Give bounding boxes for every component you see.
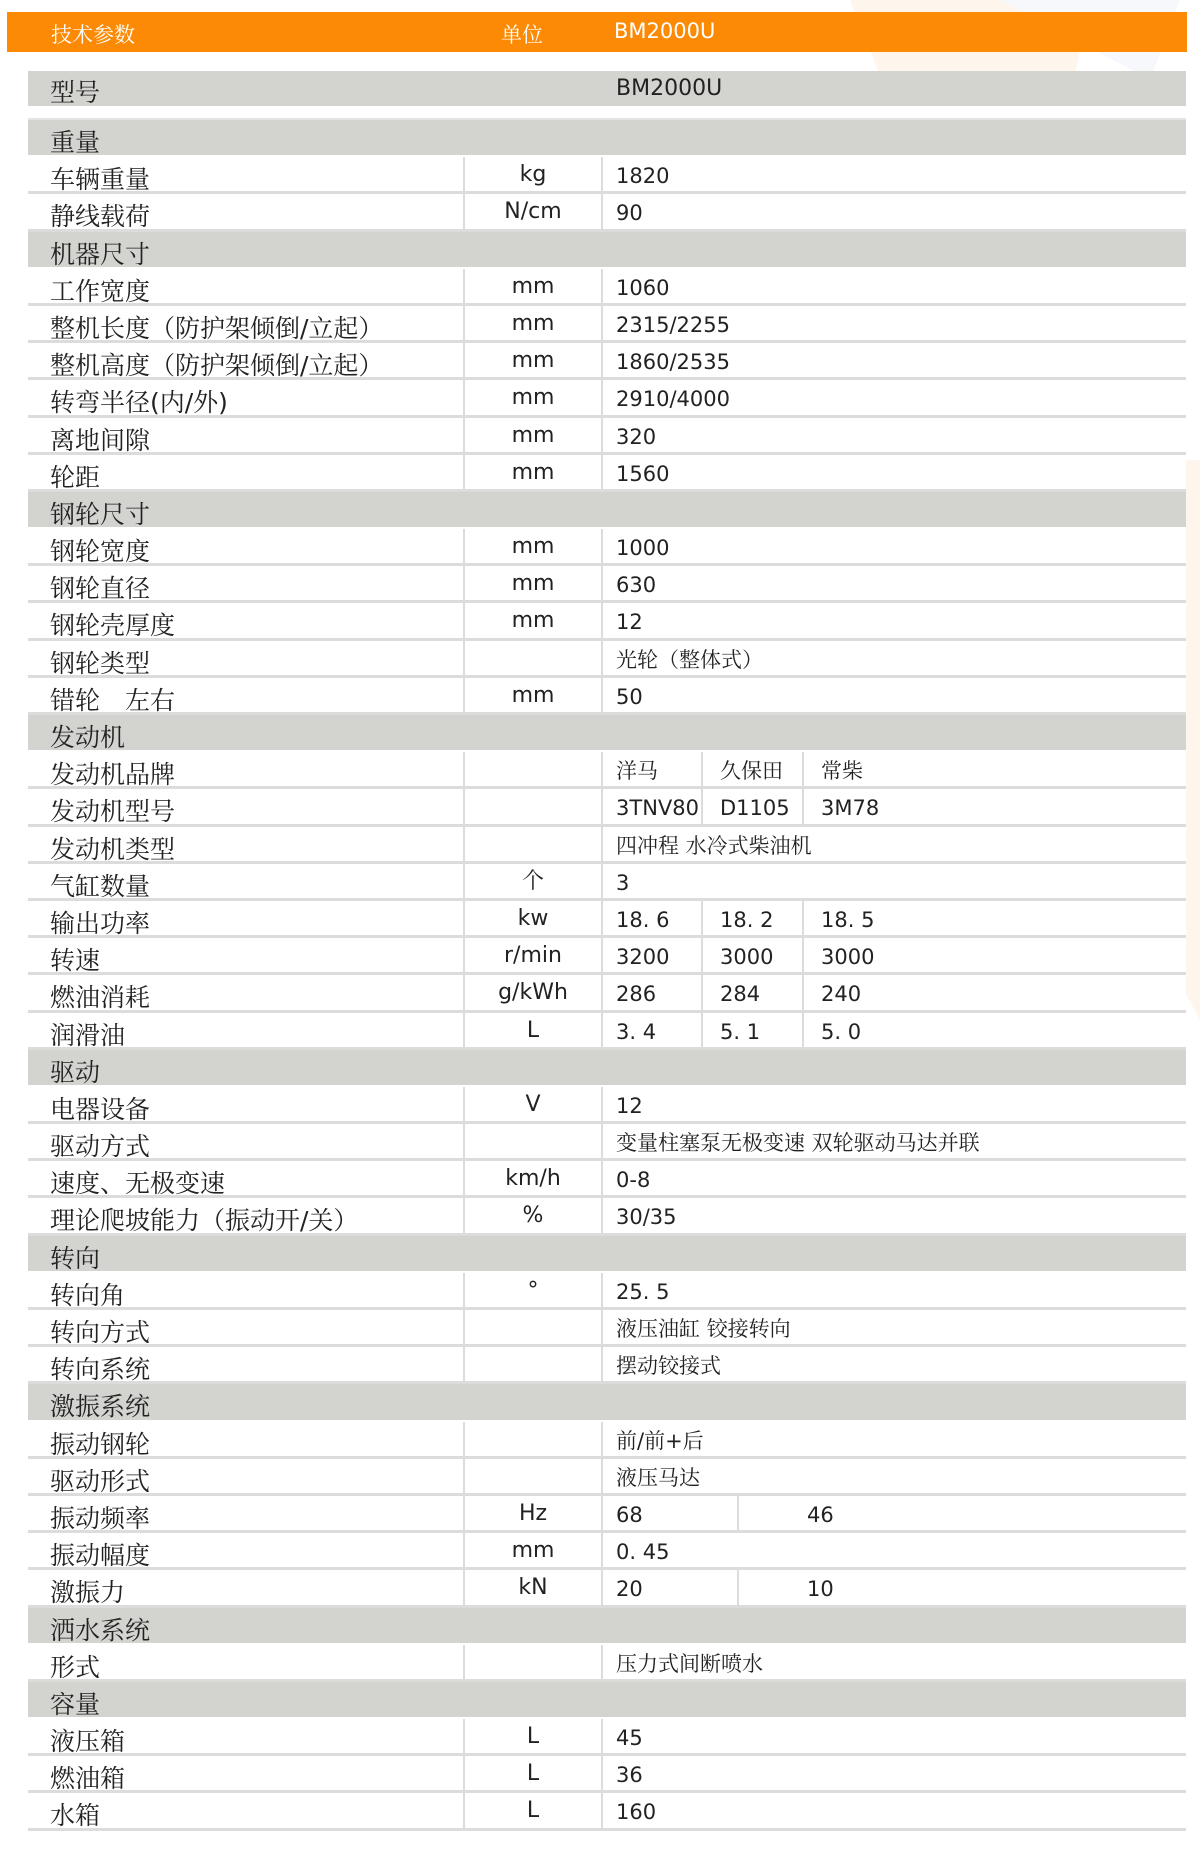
table-row xyxy=(28,157,1186,194)
value-cell: 1060 xyxy=(616,275,670,300)
table-row xyxy=(28,1310,1186,1347)
table-row xyxy=(28,1198,1186,1235)
value-cell: 压力式间断喷水 xyxy=(616,1651,763,1676)
param-label: 驱动形式 xyxy=(50,1466,151,1496)
unit-cell: V xyxy=(463,1087,603,1121)
table-row xyxy=(28,1459,1186,1496)
value-cell: 12 xyxy=(616,610,643,635)
value-cell: 洋马 xyxy=(616,759,658,784)
unit-cell: mm xyxy=(463,418,603,452)
unit-cell: Hz xyxy=(463,1496,603,1530)
value-cell: 3. 4 xyxy=(616,1019,657,1044)
unit-cell: N/cm xyxy=(463,194,603,228)
table-row xyxy=(28,1422,1186,1459)
value-cell: 前/前+后 xyxy=(616,1428,704,1453)
value-cells xyxy=(599,789,1186,823)
unit-cell xyxy=(463,1310,603,1344)
value-cell: 3 xyxy=(616,870,630,895)
unit-cell: kg xyxy=(463,157,603,191)
param-label: 轮距 xyxy=(50,462,101,492)
value-cells xyxy=(599,1198,1186,1232)
param-label: 理论爬坡能力（振动开/关） xyxy=(50,1206,359,1236)
value-cells xyxy=(599,1793,1186,1827)
value-cell: 3M78 xyxy=(802,789,1186,823)
unit-cell xyxy=(463,789,603,823)
section-header xyxy=(28,492,1186,529)
section-header xyxy=(28,232,1186,269)
unit-cell: km/h xyxy=(463,1161,603,1195)
value-cells xyxy=(599,901,1186,935)
unit-cell: L xyxy=(463,1756,603,1790)
value-cell: 320 xyxy=(616,424,657,449)
table-row xyxy=(28,529,1186,566)
value-cells xyxy=(599,1459,1186,1493)
spec-table xyxy=(28,71,1186,1831)
value-cells xyxy=(599,418,1186,452)
table-row xyxy=(28,343,1186,380)
value-cells xyxy=(599,1087,1186,1121)
unit-cell: mm xyxy=(463,269,603,303)
section-title: 重量 xyxy=(50,128,101,157)
value-cells xyxy=(599,455,1186,489)
param-label: 输出功率 xyxy=(50,908,151,938)
value-cell: 3200 xyxy=(616,945,670,970)
table-row xyxy=(28,901,1186,938)
header-param: 技术参数 xyxy=(51,23,135,47)
value-cells xyxy=(599,1756,1186,1790)
value-cell: 12 xyxy=(616,1093,643,1118)
value-cell: 20 xyxy=(616,1577,643,1602)
param-label: 振动幅度 xyxy=(50,1541,151,1571)
value-cells xyxy=(599,1161,1186,1195)
param-label: 整机长度（防护架倾倒/立起） xyxy=(50,313,384,343)
unit-cell: ° xyxy=(463,1273,603,1307)
unit-cell: g/kWh xyxy=(463,975,603,1009)
param-label: 工作宽度 xyxy=(50,276,151,306)
unit-cell: L xyxy=(463,1793,603,1827)
table-row xyxy=(28,641,1186,678)
table-row xyxy=(28,306,1186,343)
unit-cell: mm xyxy=(463,306,603,340)
section-header xyxy=(28,1682,1186,1719)
value-cell: 3TNV80 xyxy=(616,796,699,821)
value-cells xyxy=(599,269,1186,303)
value-cell: 3000 xyxy=(701,938,802,972)
value-cells xyxy=(599,1570,1186,1604)
table-row xyxy=(28,975,1186,1012)
value-cells xyxy=(599,1124,1186,1158)
unit-cell xyxy=(463,641,603,675)
value-cells xyxy=(599,827,1186,861)
table-header-bar xyxy=(7,12,1187,52)
param-label: 钢轮类型 xyxy=(50,648,151,678)
param-label: 液压箱 xyxy=(50,1727,126,1757)
table-row xyxy=(28,1793,1186,1830)
unit-cell: r/min xyxy=(463,938,603,972)
param-label: 转速 xyxy=(50,946,101,976)
table-row xyxy=(28,864,1186,901)
value-cells xyxy=(599,641,1186,675)
value-cell: 18. 5 xyxy=(802,901,1186,935)
param-label: 水箱 xyxy=(50,1801,101,1831)
section-title: 容量 xyxy=(50,1689,101,1719)
param-label: 车辆重量 xyxy=(50,165,151,195)
divider xyxy=(28,106,1186,120)
param-label: 润滑油 xyxy=(50,1020,126,1050)
unit-cell: mm xyxy=(463,678,603,712)
table-row xyxy=(28,380,1186,417)
param-label: 离地间隙 xyxy=(50,425,151,455)
value-cells xyxy=(599,1273,1186,1307)
value-cell: 1820 xyxy=(616,164,670,189)
unit-cell: L xyxy=(463,1719,603,1753)
value-cell: 2910/4000 xyxy=(616,387,730,412)
model-row xyxy=(28,71,1186,106)
table-row xyxy=(28,1347,1186,1384)
value-cells xyxy=(599,343,1186,377)
unit-cell xyxy=(463,1645,603,1679)
value-cell: 50 xyxy=(616,684,643,709)
unit-cell xyxy=(463,1347,603,1381)
value-cell: 25. 5 xyxy=(616,1279,670,1304)
value-cell: 30/35 xyxy=(616,1205,677,1230)
unit-cell xyxy=(463,752,603,786)
table-row xyxy=(28,1719,1186,1756)
value-cell: 1000 xyxy=(616,536,670,561)
value-cell: 10 xyxy=(737,1570,1186,1604)
table-row xyxy=(28,678,1186,715)
param-label: 电器设备 xyxy=(50,1094,151,1124)
value-cells xyxy=(599,1533,1186,1567)
unit-cell: L xyxy=(463,1013,603,1047)
param-label: 钢轮壳厚度 xyxy=(50,611,176,641)
value-cell: 摆动铰接式 xyxy=(616,1354,721,1379)
value-cell: 0-8 xyxy=(616,1168,651,1193)
unit-cell xyxy=(463,1422,603,1456)
param-label: 发动机品牌 xyxy=(50,760,176,790)
table-row xyxy=(28,1570,1186,1607)
value-cell: D1105 xyxy=(701,789,802,823)
table-row xyxy=(28,1013,1186,1050)
section-header xyxy=(28,1384,1186,1421)
section-title: 机器尺寸 xyxy=(50,239,151,269)
value-cell: 90 xyxy=(616,201,643,226)
unit-cell: 个 xyxy=(463,864,603,898)
value-cell: 液压马达 xyxy=(616,1465,700,1490)
param-label: 转向角 xyxy=(50,1280,126,1310)
section-title: 钢轮尺寸 xyxy=(50,499,151,529)
value-cell: 630 xyxy=(616,573,657,598)
model-value: BM2000U xyxy=(616,76,723,101)
section-header xyxy=(28,120,1186,157)
param-label: 振动频率 xyxy=(50,1503,151,1533)
value-cell: 160 xyxy=(616,1800,657,1825)
param-label: 速度、无极变速 xyxy=(50,1169,226,1199)
section-title: 发动机 xyxy=(50,723,126,752)
value-cell: 久保田 xyxy=(701,752,802,786)
unit-cell: % xyxy=(463,1198,603,1232)
section-header xyxy=(28,715,1186,752)
section-header xyxy=(28,1608,1186,1645)
table-row xyxy=(28,938,1186,975)
value-cell: 5. 1 xyxy=(701,1013,802,1047)
table-row xyxy=(28,418,1186,455)
table-row xyxy=(28,269,1186,306)
value-cells xyxy=(599,938,1186,972)
value-cells xyxy=(599,1310,1186,1344)
param-label: 钢轮直径 xyxy=(50,574,151,604)
value-cells xyxy=(599,678,1186,712)
table-row xyxy=(28,1533,1186,1570)
table-row xyxy=(28,194,1186,231)
param-label: 转向系统 xyxy=(50,1355,151,1385)
param-label: 形式 xyxy=(50,1652,101,1682)
value-cell: 18. 2 xyxy=(701,901,802,935)
value-cells xyxy=(599,306,1186,340)
value-cell: 18. 6 xyxy=(616,907,670,932)
table-row xyxy=(28,566,1186,603)
section-title: 激振系统 xyxy=(50,1392,151,1422)
table-row xyxy=(28,827,1186,864)
value-cells xyxy=(599,864,1186,898)
unit-cell: kN xyxy=(463,1570,603,1604)
value-cell: 2315/2255 xyxy=(616,312,730,337)
table-row xyxy=(28,455,1186,492)
param-label: 错轮 左右 xyxy=(50,685,176,715)
value-cell: 45 xyxy=(616,1726,643,1751)
value-cell: 1560 xyxy=(616,461,670,486)
unit-cell: mm xyxy=(463,566,603,600)
unit-cell xyxy=(463,1124,603,1158)
value-cell: 光轮（整体式） xyxy=(616,647,763,672)
section-title: 洒水系统 xyxy=(50,1615,151,1645)
value-cell: 284 xyxy=(701,975,802,1009)
unit-cell: mm xyxy=(463,1533,603,1567)
param-label: 发动机类型 xyxy=(50,834,176,864)
value-cells xyxy=(599,1719,1186,1753)
value-cell: 36 xyxy=(616,1763,643,1788)
value-cell: 常柴 xyxy=(802,752,1186,786)
param-label: 整机高度（防护架倾倒/立起） xyxy=(50,351,384,381)
param-label: 转弯半径(内/外) xyxy=(50,388,228,418)
value-cells xyxy=(599,157,1186,191)
param-label: 驱动方式 xyxy=(50,1132,151,1162)
value-cells xyxy=(599,975,1186,1009)
table-row xyxy=(28,1273,1186,1310)
param-label: 钢轮宽度 xyxy=(50,537,151,567)
value-cell: 240 xyxy=(802,975,1186,1009)
value-cell: 0. 45 xyxy=(616,1540,670,1565)
section-header xyxy=(28,1050,1186,1087)
param-label: 振动钢轮 xyxy=(50,1429,151,1459)
section-title: 转向 xyxy=(50,1243,101,1273)
table-row xyxy=(28,752,1186,789)
value-cells xyxy=(599,1496,1186,1530)
header-unit: 单位 xyxy=(501,23,543,47)
param-label: 发动机型号 xyxy=(50,797,176,827)
value-cell: 46 xyxy=(737,1496,1186,1530)
param-label: 激振力 xyxy=(50,1578,126,1608)
table-row xyxy=(28,603,1186,640)
value-cells xyxy=(599,752,1186,786)
unit-cell: mm xyxy=(463,380,603,414)
param-label: 燃油箱 xyxy=(50,1764,126,1794)
value-cells xyxy=(599,566,1186,600)
table-row xyxy=(28,1161,1186,1198)
value-cell: 3000 xyxy=(802,938,1186,972)
table-row xyxy=(28,789,1186,826)
value-cells xyxy=(599,529,1186,563)
model-label: 型号 xyxy=(50,78,101,107)
unit-cell xyxy=(463,1459,603,1493)
value-cells xyxy=(599,1645,1186,1679)
value-cells xyxy=(599,194,1186,228)
value-cell: 四冲程 水冷式柴油机 xyxy=(616,833,812,858)
table-row xyxy=(28,1124,1186,1161)
unit-cell: kw xyxy=(463,901,603,935)
unit-cell: mm xyxy=(463,529,603,563)
unit-cell xyxy=(463,827,603,861)
param-label: 燃油消耗 xyxy=(50,983,151,1013)
param-label: 转向方式 xyxy=(50,1318,151,1347)
value-cells xyxy=(599,603,1186,637)
value-cell: 液压油缸 铰接转向 xyxy=(616,1317,791,1341)
value-cells xyxy=(599,380,1186,414)
table-row xyxy=(28,1756,1186,1793)
value-cells xyxy=(599,1347,1186,1381)
table-row xyxy=(28,1496,1186,1533)
unit-cell: mm xyxy=(463,455,603,489)
param-label: 静线载荷 xyxy=(50,202,151,232)
header-model: BM2000U xyxy=(614,19,716,43)
value-cells xyxy=(599,1013,1186,1047)
unit-cell: mm xyxy=(463,343,603,377)
unit-cell: mm xyxy=(463,603,603,637)
section-title: 驱动 xyxy=(50,1057,101,1087)
value-cell: 5. 0 xyxy=(802,1013,1186,1047)
value-cell: 1860/2535 xyxy=(616,350,730,375)
table-row xyxy=(28,1087,1186,1124)
table-row xyxy=(28,1645,1186,1682)
value-cells xyxy=(599,1422,1186,1456)
param-label: 气缸数量 xyxy=(50,871,151,901)
value-cell: 68 xyxy=(616,1502,643,1527)
section-header xyxy=(28,1236,1186,1273)
value-cell: 变量柱塞泵无极变速 双轮驱动马达并联 xyxy=(616,1131,980,1156)
value-cell: 286 xyxy=(616,982,657,1007)
